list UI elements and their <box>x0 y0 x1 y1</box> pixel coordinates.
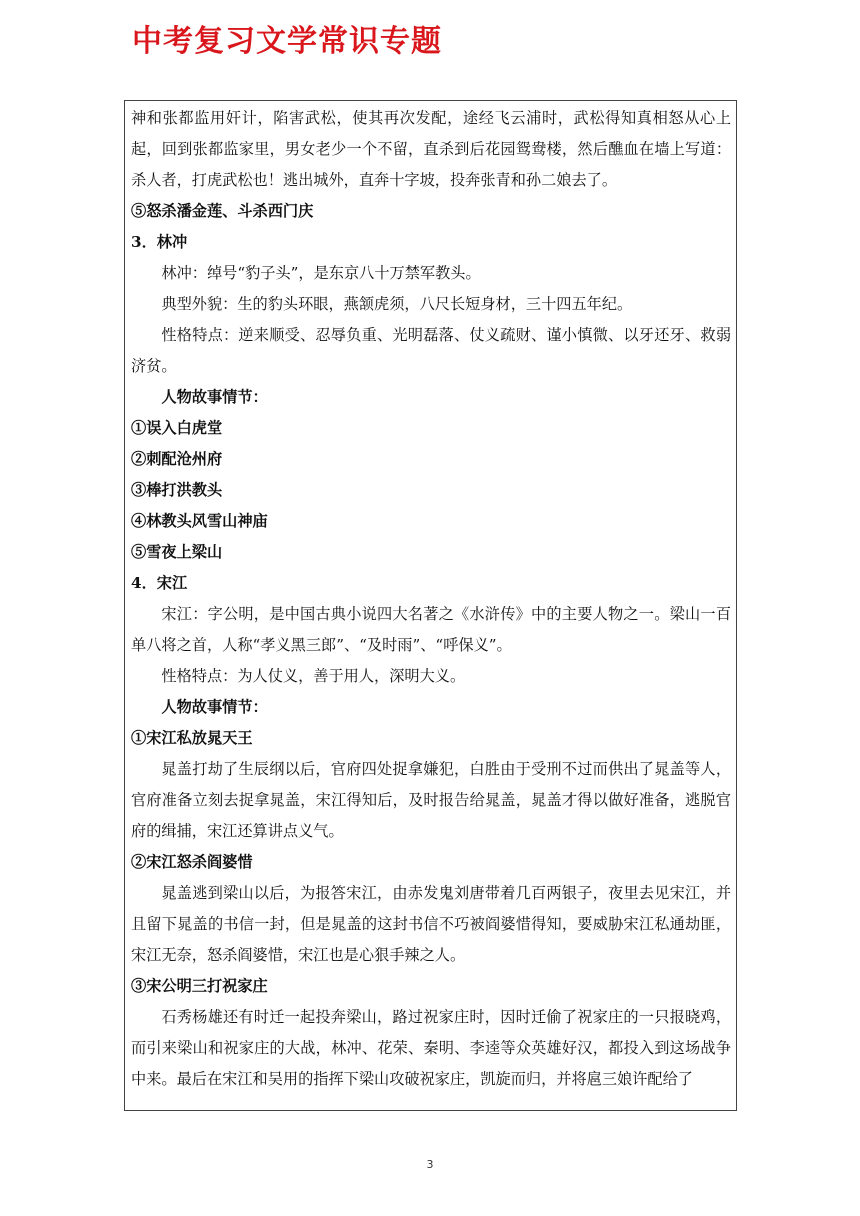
linchong-heading: 3．林冲 <box>131 233 188 251</box>
linchong-intro: 林冲：绰号“豹子头”，是东京八十万禁军教头。 <box>161 264 481 282</box>
page-number: 3 <box>426 1158 434 1171</box>
songjiang-story-2-title: ②宋江怒杀阎婆惜 <box>131 853 253 871</box>
linchong-traits: 性格特点：逆来顺受、忍辱负重、光明磊落、仗义疏财、谨小慎微、以牙还牙、救弱济贫。 <box>131 326 731 375</box>
songjiang-story-1-text: 晁盖打劫了生辰纲以后，官府四处捉拿嫌犯，白胜由于受刑不过而供出了晁盖等人，官府准备立刻去捉拿晁盖，宋江得知后，及时报告给晁盖，晁盖才得以做好准备，逃脱官府的缉捕，宋江还算讲点义气。 <box>131 760 731 840</box>
songjiang-story-1-title: ①宋江私放晁天王 <box>131 729 253 747</box>
songjiang-traits: 性格特点：为人仗义，善于用人，深明大义。 <box>161 667 466 685</box>
songjiang-intro: 宋江：字公明，是中国古典小说四大名著之《水浒传》中的主要人物之一。梁山一百单八将之首，人称“孝义黑三郎”、“及时雨”、“呼保义”。 <box>131 605 731 654</box>
songjiang-story-heading: 人物故事情节： <box>161 698 268 716</box>
linchong-story-heading: 人物故事情节： <box>161 388 268 406</box>
songjiang-story-3-title: ③宋公明三打祝家庄 <box>131 977 268 995</box>
wusong-story-continuation: 神和张都监用奸计，陷害武松，使其再次发配，途经飞云浦时，武松得知真相怒从心上起，回到张都监家里，男女老少一个不留，直杀到后花园鸳鸯楼，然后醮血在墙上写道：杀人者，打虎武松也！逃出城外，直奔十字坡，投奔张青和孙二娘去了。 <box>131 109 731 189</box>
songjiang-heading: 4．宋江 <box>131 574 188 592</box>
songjiang-story-3-text: 石秀杨雄还有时迁一起投奔梁山，路过祝家庄时，因时迁偷了祝家庄的一只报晓鸡，而引来梁山和祝家庄的大战，林冲、花荣、秦明、李逵等众英雄好汉，都投入到这场战争中来。最后在宋江和吴用的指挥下梁山攻破祝家庄，凯旋而归，并将扈三娘许配给了 <box>131 1008 731 1088</box>
linchong-story-item: ②刺配沧州府 <box>131 450 223 468</box>
linchong-appearance: 典型外貌：生的豹头环眼，燕颔虎须，八尺长短身材，三十四五年纪。 <box>161 295 633 313</box>
linchong-story-item: ④林教头风雪山神庙 <box>131 512 268 530</box>
document-header-title: 中考复习文学常识专题 <box>132 24 442 59</box>
songjiang-story-2-text: 晁盖逃到梁山以后，为报答宋江，由赤发鬼刘唐带着几百两银子，夜里去见宋江，并且留下晁盖的书信一封，但是晁盖的这封书信不巧被阎婆惜得知，要威胁宋江私通劫匪，宋江无奈，怒杀阎婆惜，宋江也是心狠手辣之人。 <box>131 884 731 964</box>
document-body <box>131 103 731 1095</box>
wusong-story-item-5: ⑤怒杀潘金莲、斗杀西门庆 <box>131 202 314 220</box>
linchong-story-item: ①误入白虎堂 <box>131 419 223 437</box>
linchong-story-item: ③棒打洪教头 <box>131 481 223 499</box>
linchong-story-item: ⑤雪夜上梁山 <box>131 543 223 561</box>
